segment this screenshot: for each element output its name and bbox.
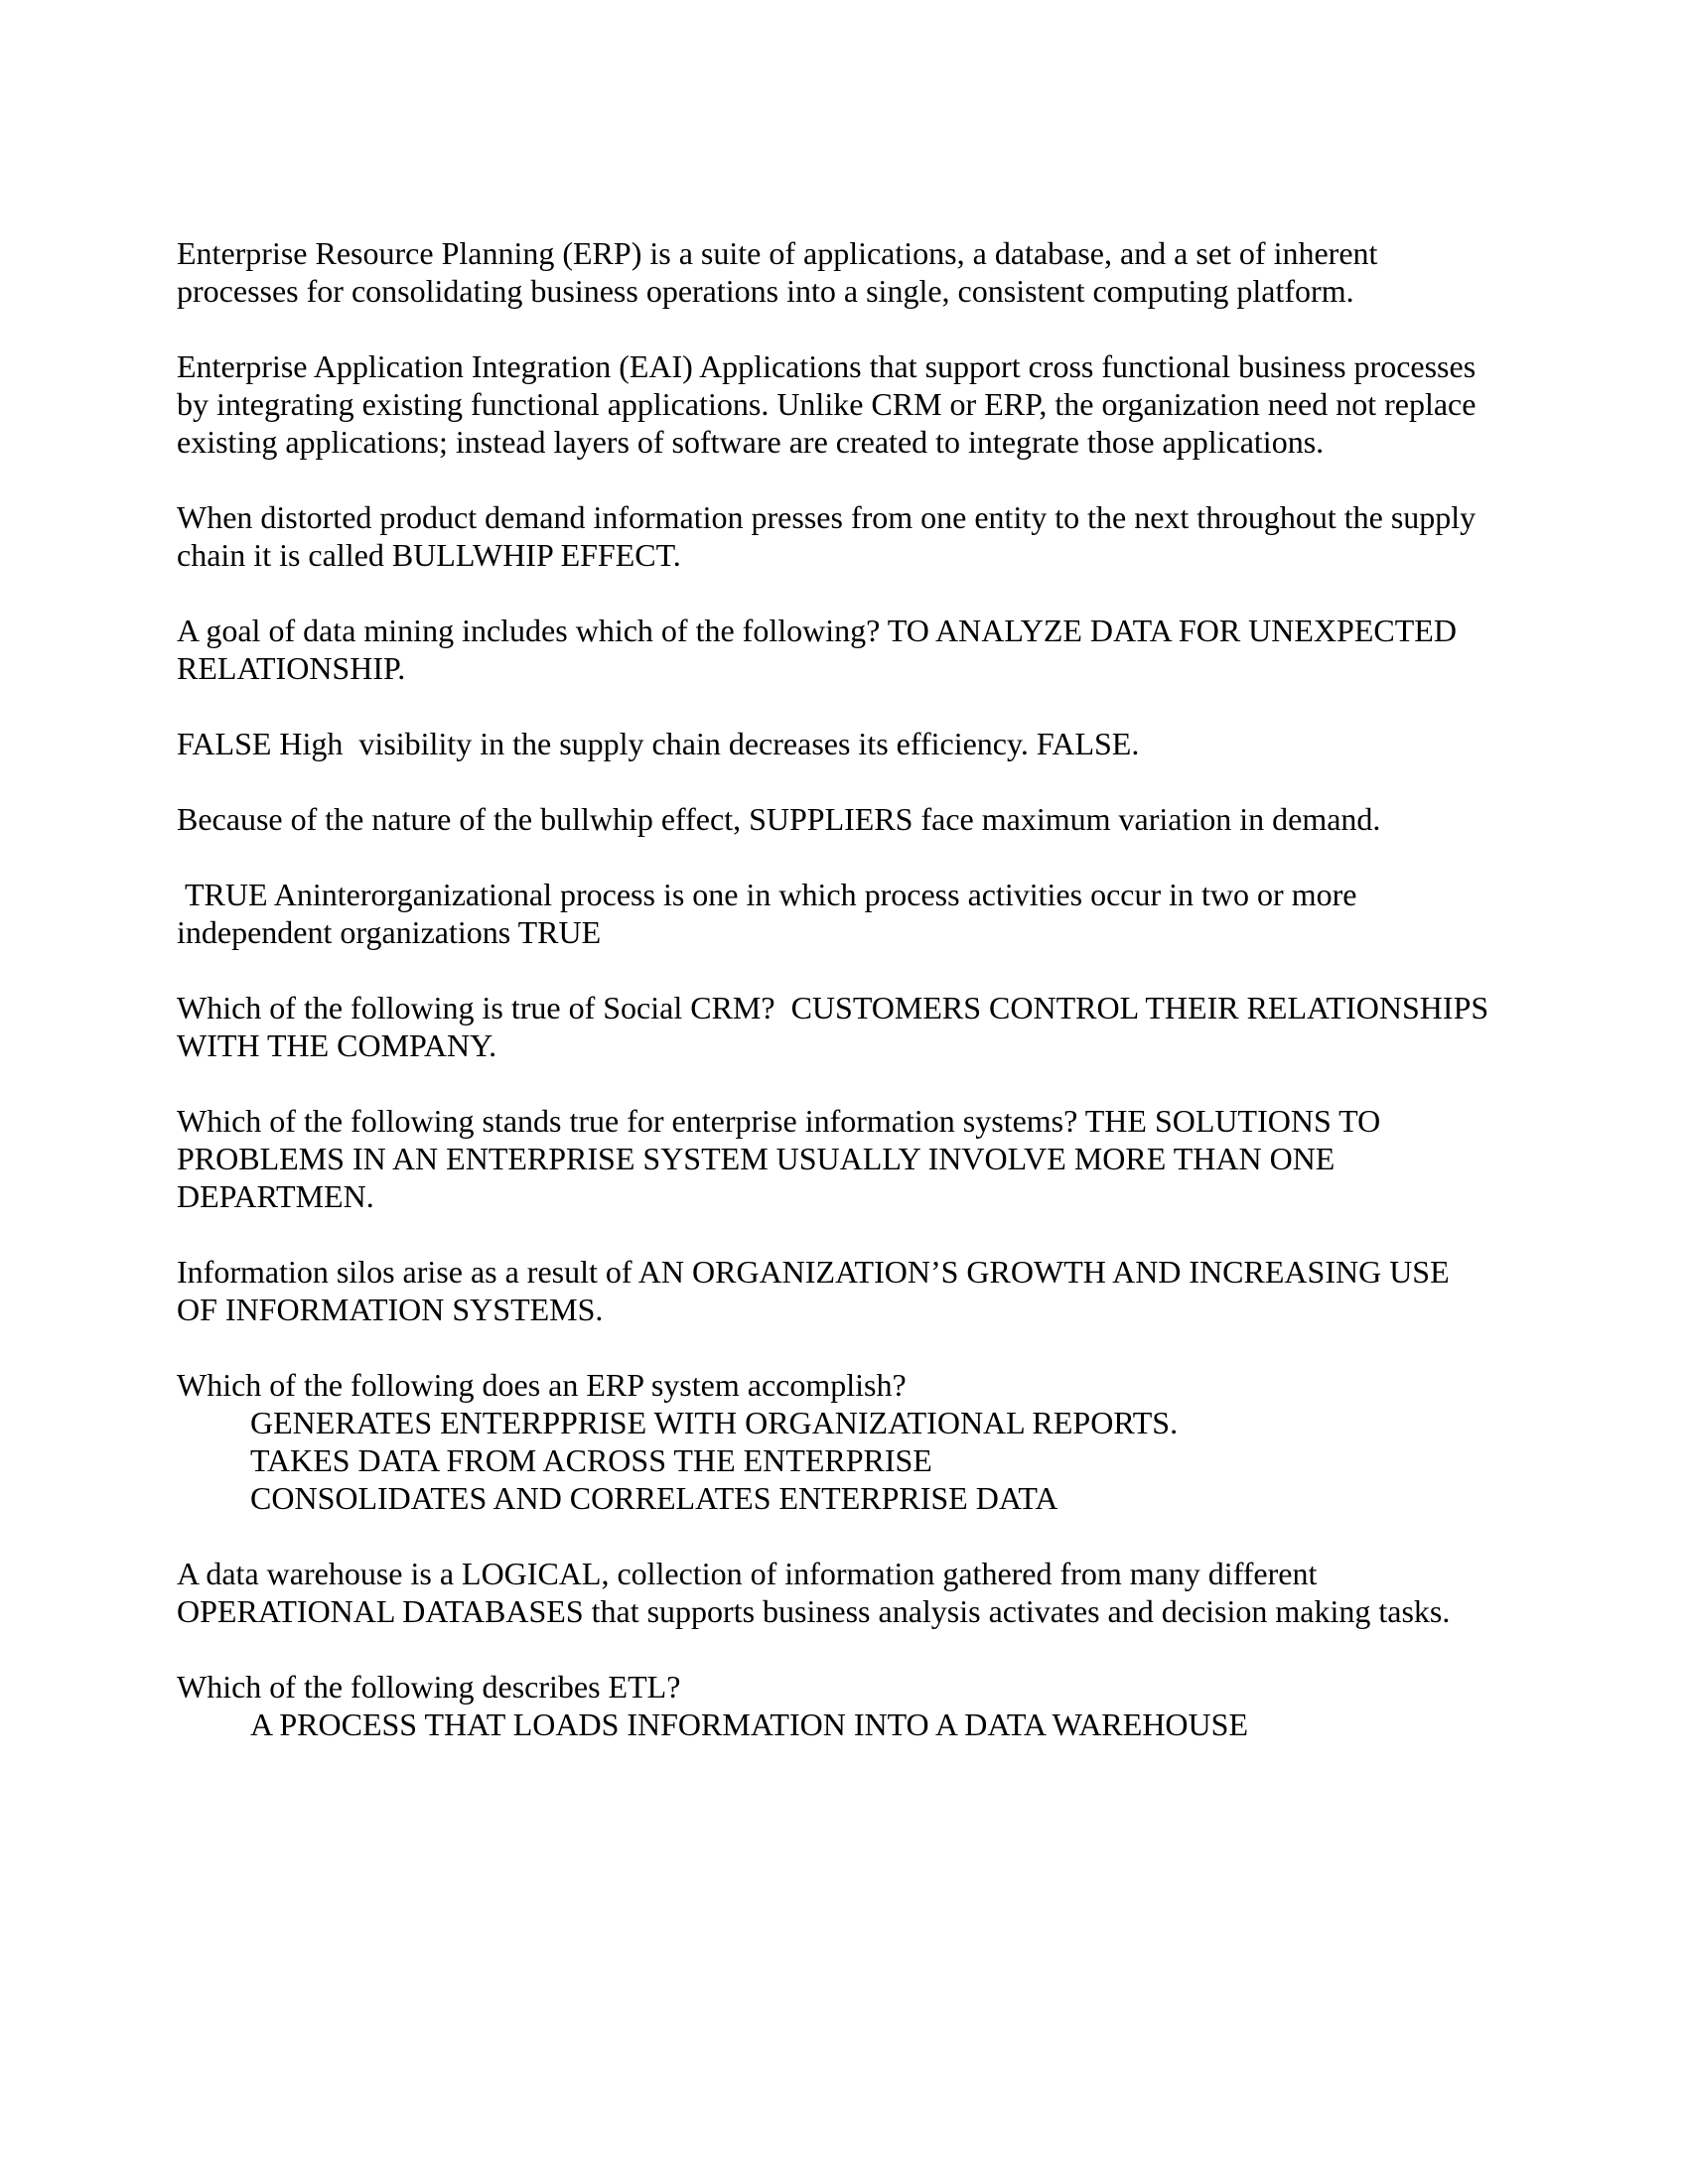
paragraph-text: Enterprise Application Integration (EAI) Applications that support cross functional business processes by integrating existing functional applications. Unlike CRM or ERP, the organization need not replace existing applications; instead layers of software are created to integrate those applications. <box>177 348 1484 460</box>
paragraph <box>177 498 1497 574</box>
paragraph-text: Which of the following stands true for enterprise information systems? THE SOLUTIONS TO PROBLEMS IN AN ENTERPRISE SYSTEM USUALLY INVOLVE MORE THAN ONE DEPARTMEN. <box>177 1103 1389 1214</box>
paragraph <box>177 347 1497 461</box>
text-block <box>177 234 1497 1743</box>
paragraph-text: Which of the following is true of Social CRM? CUSTOMERS CONTROL THEIR RELATIONSHIPS WITH THE COMPANY. <box>177 990 1496 1063</box>
indented-answer-line: A PROCESS THAT LOADS INFORMATION INTO A DATA WAREHOUSE <box>250 1706 1248 1742</box>
paragraph <box>177 1668 1497 1743</box>
indented-answer-line: TAKES DATA FROM ACROSS THE ENTERPRISE <box>250 1442 932 1478</box>
paragraph <box>177 876 1497 951</box>
paragraph-text: Which of the following describes ETL? <box>177 1669 681 1705</box>
paragraph-text: Which of the following does an ERP system accomplish? <box>177 1367 907 1403</box>
paragraph-text: Information silos arise as a result of AN ORGANIZATION’S GROWTH AND INCREASING USE OF INFORMATION SYSTEMS. <box>177 1254 1458 1327</box>
paragraph-text: A data warehouse is a LOGICAL, collection of information gathered from many different OPERATIONAL DATABASES that supports business analysis activates and decision making tasks. <box>177 1556 1451 1629</box>
paragraph <box>177 800 1497 838</box>
paragraph <box>177 1555 1497 1630</box>
paragraph <box>177 1102 1497 1215</box>
paragraph <box>177 1366 1497 1517</box>
paragraph <box>177 1253 1497 1328</box>
paragraph <box>177 234 1497 310</box>
paragraph-text: When distorted product demand information presses from one entity to the next throughout the supply chain it is called BULLWHIP EFFECT. <box>177 499 1484 573</box>
paragraph-text: TRUE Aninterorganizational process is one in which process activities occur in two or more independent organizations TRUE <box>177 877 1365 950</box>
paragraph-text: Enterprise Resource Planning (ERP) is a suite of applications, a database, and a set of inherent processes for consolidating business operations into a single, consistent computing platform. <box>177 235 1386 309</box>
paragraph-text: Because of the nature of the bullwhip effect, SUPPLIERS face maximum variation in demand. <box>177 801 1381 837</box>
indented-answer-line: GENERATES ENTERPPRISE WITH ORGANIZATIONAL REPORTS. <box>250 1405 1179 1440</box>
paragraph-text: A goal of data mining includes which of the following? TO ANALYZE DATA FOR UNEXPECTED RELATIONSHIP. <box>177 613 1465 686</box>
paragraph <box>177 725 1497 762</box>
paragraph <box>177 612 1497 687</box>
indented-answer-line: CONSOLIDATES AND CORRELATES ENTERPRISE DATA <box>250 1480 1058 1516</box>
paragraph-text: FALSE High visibility in the supply chain decreases its efficiency. FALSE. <box>177 726 1140 761</box>
paragraph <box>177 989 1497 1064</box>
